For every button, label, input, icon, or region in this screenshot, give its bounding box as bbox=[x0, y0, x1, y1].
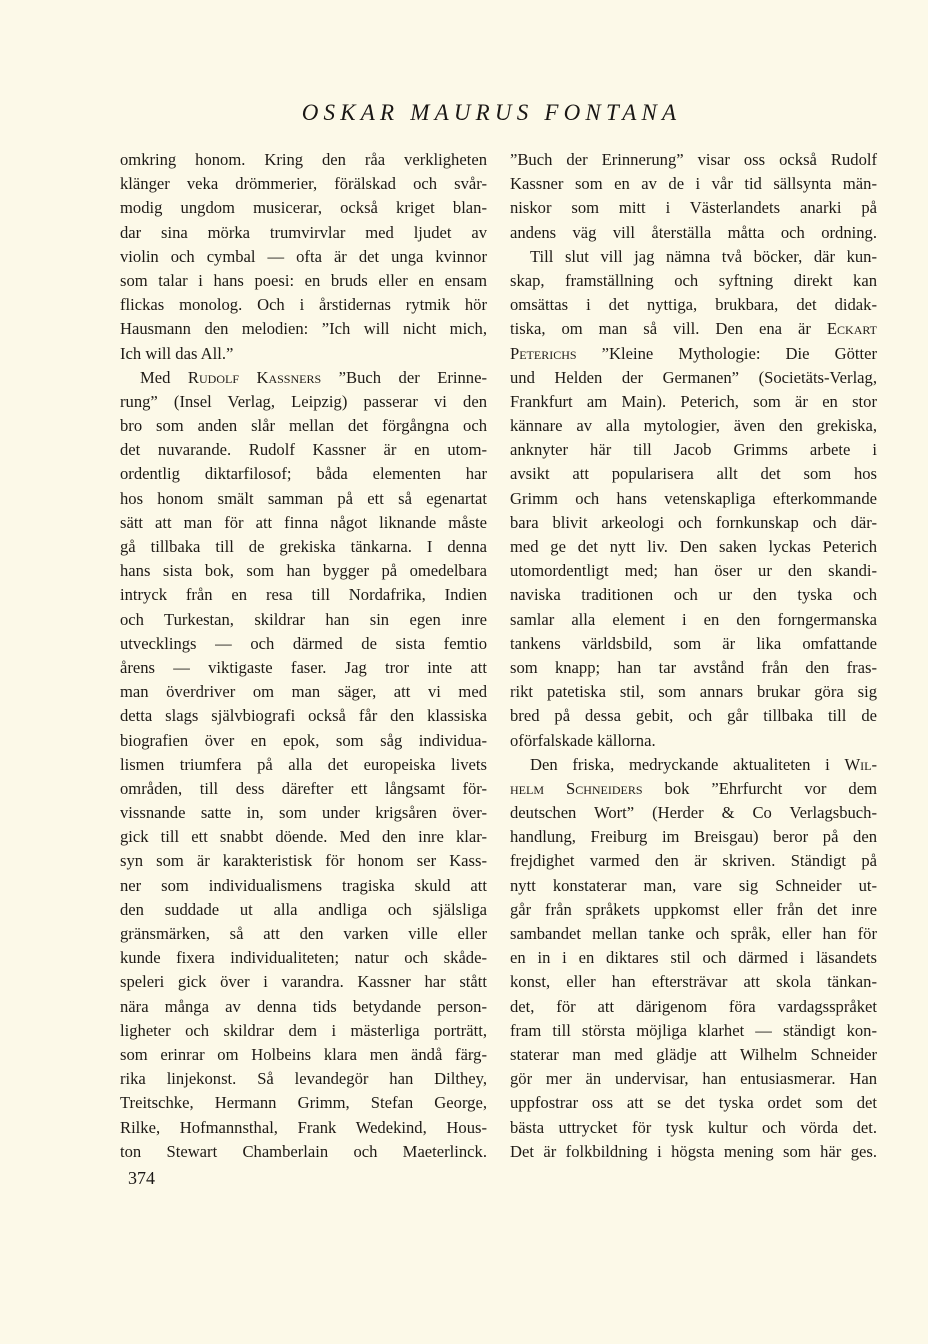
text-line: rung” (Insel Verlag, Leipzig) passerar vi den bbox=[120, 391, 487, 411]
author-name-small-caps: helm Schneiders bbox=[510, 778, 643, 798]
text-line bbox=[510, 777, 877, 801]
text-line: dar sina mörka trumvirvlar med ljudet av bbox=[120, 222, 487, 242]
author-name-small-caps: Rudolf Kassners bbox=[187, 367, 322, 387]
text-segment: ”Kleine Mythologie: Die Götter bbox=[576, 343, 877, 363]
text-line: detta slags självbiografi också får den klassiska bbox=[120, 706, 487, 726]
text-line: årens — viktigaste faser. Jag tror inte att bbox=[120, 657, 487, 677]
text-line: biografien över en epok, som såg individua- bbox=[120, 730, 487, 750]
text-line: rikt patetiska stil, som annars brukar göra sig bbox=[510, 682, 877, 702]
text-line: frejdighet varmed den är skriven. Ständigt på bbox=[510, 851, 877, 871]
text-line: andens väg vill återställa måtta och ordning. bbox=[510, 222, 877, 242]
text-line: staterar man med glädje att Wilhelm Schneider bbox=[510, 1044, 877, 1064]
text-line: handlung, Freiburg im Breisgau) beror på den bbox=[510, 827, 877, 847]
text-line: ordentlig diktarfilosof; båda elementen har bbox=[120, 464, 487, 484]
text-line: ”Buch der Erinnerung” visar oss också Rudolf bbox=[510, 150, 877, 169]
text-line: områden, till dess därefter ett långsamt för- bbox=[120, 778, 487, 798]
text-line: utvecklings — och därmed de sista femtio bbox=[120, 633, 487, 653]
text-line: uppfostrar oss att se det tyska ordet som det bbox=[510, 1093, 877, 1113]
text-line: nytt konstaterar man, vare sig Schneider ut- bbox=[510, 875, 877, 895]
text-line: utomordentligt med; han öser ur den skandi- bbox=[510, 561, 877, 581]
text-line: deutschen Wort” (Herder & Co Verlagsbuch- bbox=[510, 803, 877, 823]
author-name-small-caps: Peterichs bbox=[510, 343, 577, 363]
text-line: Kassner som en av de i vår tid sällsynta män- bbox=[510, 174, 877, 194]
text-line: och Turkestan, skildrar han sin egen inre bbox=[120, 609, 487, 629]
text-line bbox=[510, 753, 877, 777]
text-line: speleri gick över i varandra. Kassner har stått bbox=[120, 972, 487, 992]
text-line: gå tillbaka till de grekiska tänkarna. I denna bbox=[120, 537, 487, 556]
text-line: syn som är karakteristisk för honom ser Kass- bbox=[120, 851, 487, 871]
text-line: sambandet mellan tanke och språk, eller han för bbox=[510, 924, 877, 943]
text-line: ligheter och skildrar dem i mästerliga porträtt, bbox=[120, 1020, 487, 1040]
page-number: 374 bbox=[128, 1168, 155, 1188]
text-line: Till slut vill jag nämna två böcker, där kun- bbox=[530, 246, 877, 266]
text-line: nära många av denna tids betydande person- bbox=[120, 996, 487, 1016]
text-line: med ge det nytt liv. Den saken lyckas Peterich bbox=[510, 537, 877, 556]
text-line: den suddade ut alla andliga och själsliga bbox=[120, 899, 487, 919]
text-line: som knapp; han tar avstånd från den fras- bbox=[510, 657, 877, 677]
text-line: en in i en diktares stil och därmed i läsandets bbox=[510, 948, 877, 968]
text-line: konst, eller han eftersträvar att skola tänkan- bbox=[510, 972, 877, 992]
text-line: naviska traditionen och ur den tyska och bbox=[510, 585, 877, 605]
text-line: Treitschke, Hermann Grimm, Stefan George, bbox=[120, 1093, 487, 1113]
text-segment: tiska, om man så vill. Den ena är bbox=[510, 319, 827, 339]
text-line: klänger veka drömmerier, förälskad och svår- bbox=[120, 174, 487, 194]
text-line: ner som individualismens tragiska skuld att bbox=[120, 875, 487, 895]
text-line: oförfalskade källorna. bbox=[510, 730, 656, 750]
text-segment: Den friska, medryckande aktualiteten i bbox=[530, 754, 845, 774]
text-segment: bok ”Ehrfurcht vor dem bbox=[642, 778, 877, 798]
text-line: gör mer än undervisar, han entusiasmerar. Han bbox=[510, 1069, 877, 1089]
text-segment: ”Buch der Erinne- bbox=[321, 367, 487, 387]
text-line: flickas monolog. Och i årstidernas rytmik hör bbox=[120, 295, 487, 315]
author-name-small-caps: Eckart bbox=[826, 319, 877, 339]
text-line: kunde fixera individualiteten; natur och skåde- bbox=[120, 948, 487, 968]
text-line: lismen triumfera på alla det europeiska livets bbox=[120, 754, 487, 774]
text-line: bara blivit arkeologi och fornkunskap och där- bbox=[510, 512, 877, 532]
text-line: som erinrar om Holbeins klara men ändå färg- bbox=[120, 1044, 487, 1064]
text-line: omkring honom. Kring den råa verkligheten bbox=[120, 150, 487, 169]
right-column bbox=[510, 148, 877, 1164]
text-line: bro som anden slår mellan det förgångna och bbox=[120, 416, 487, 436]
text-line: gränsmärken, så att den varken ville eller bbox=[120, 924, 487, 943]
text-line: anknyter här till Jacob Grimms arbete i bbox=[510, 440, 877, 460]
text-line: Ich will das All.” bbox=[120, 343, 234, 363]
text-line: und Helden der Germanen” (Societäts-Verlag, bbox=[510, 367, 877, 387]
text-line: tankens världsbild, som är lika omfattande bbox=[510, 633, 877, 653]
text-line: samlar alla element i en den forngermanska bbox=[510, 609, 877, 629]
text-line: niskor som mitt i Västerlandets anarki på bbox=[510, 198, 877, 218]
text-line: omsättas i det nyttiga, brukbara, det didak- bbox=[510, 295, 877, 315]
text-line bbox=[510, 342, 877, 366]
left-column bbox=[120, 148, 487, 1164]
text-line: sätt att man för att finna något liknande måste bbox=[120, 512, 487, 532]
text-line: ton Stewart Chamberlain och Maeterlinck. bbox=[120, 1141, 487, 1161]
text-line: fram till största möjliga klarhet — ständigt kon- bbox=[510, 1020, 877, 1040]
text-line: bästa uttrycket för tysk kultur och vörda det. bbox=[510, 1117, 877, 1137]
running-head: OSKAR MAURUS FONTANA bbox=[301, 100, 682, 125]
text-line: går från språkets uppkomst eller från det inre bbox=[510, 899, 877, 919]
text-line: det nuvarande. Rudolf Kassner är en utom- bbox=[120, 440, 487, 460]
text-line: Det är folkbildning i högsta mening som här ges. bbox=[510, 1141, 877, 1161]
text-line: hos honom smält samman på ett så egenartat bbox=[120, 488, 487, 508]
text-line: modig ungdom musicerar, också kriget blan- bbox=[120, 198, 487, 218]
text-line: avsikt att popularisera allt det som hos bbox=[510, 464, 877, 484]
text-line: violin och cymbal — ofta är det unga kvinnor bbox=[120, 246, 487, 266]
text-line: bred på dessa gebit, och går tillbaka till de bbox=[510, 706, 877, 726]
text-line: som talar i hans poesi: en bruds eller en ensam bbox=[120, 270, 487, 290]
text-segment: Med bbox=[140, 367, 188, 387]
text-line bbox=[510, 317, 877, 341]
text-line: Rilke, Hofmannsthal, Frank Wedekind, Hous- bbox=[120, 1117, 487, 1137]
text-line: skap, framställning och syftning direkt kan bbox=[510, 270, 877, 290]
text-line: Frankfurt am Main). Peterich, som är en stor bbox=[510, 391, 877, 411]
text-line: kännare av alla mytologier, även den grekiska, bbox=[510, 416, 877, 436]
text-line: man överdriver om man säger, att vi med bbox=[120, 682, 487, 702]
text-line: Hausmann den melodien: ”Ich will nicht mich, bbox=[120, 319, 487, 339]
author-name-small-caps: Wil- bbox=[844, 754, 877, 774]
text-line: rika linjekonst. Så levandegör han Dilthey, bbox=[120, 1069, 487, 1089]
text-line: det, för att därigenom föra vardagsspråket bbox=[510, 996, 877, 1016]
text-line: vissnande satte in, som under krigsåren över- bbox=[120, 803, 487, 823]
text-line: hans sista bok, som han bygger på omedelbara bbox=[120, 561, 487, 581]
text-line: intryck från en resa till Nordafrika, Indien bbox=[120, 585, 487, 605]
text-line bbox=[120, 366, 487, 390]
text-line: Grimm och hans vetenskapliga efterkommande bbox=[510, 488, 877, 508]
text-line: gick till ett snabbt döende. Med den inre klar- bbox=[120, 827, 487, 847]
